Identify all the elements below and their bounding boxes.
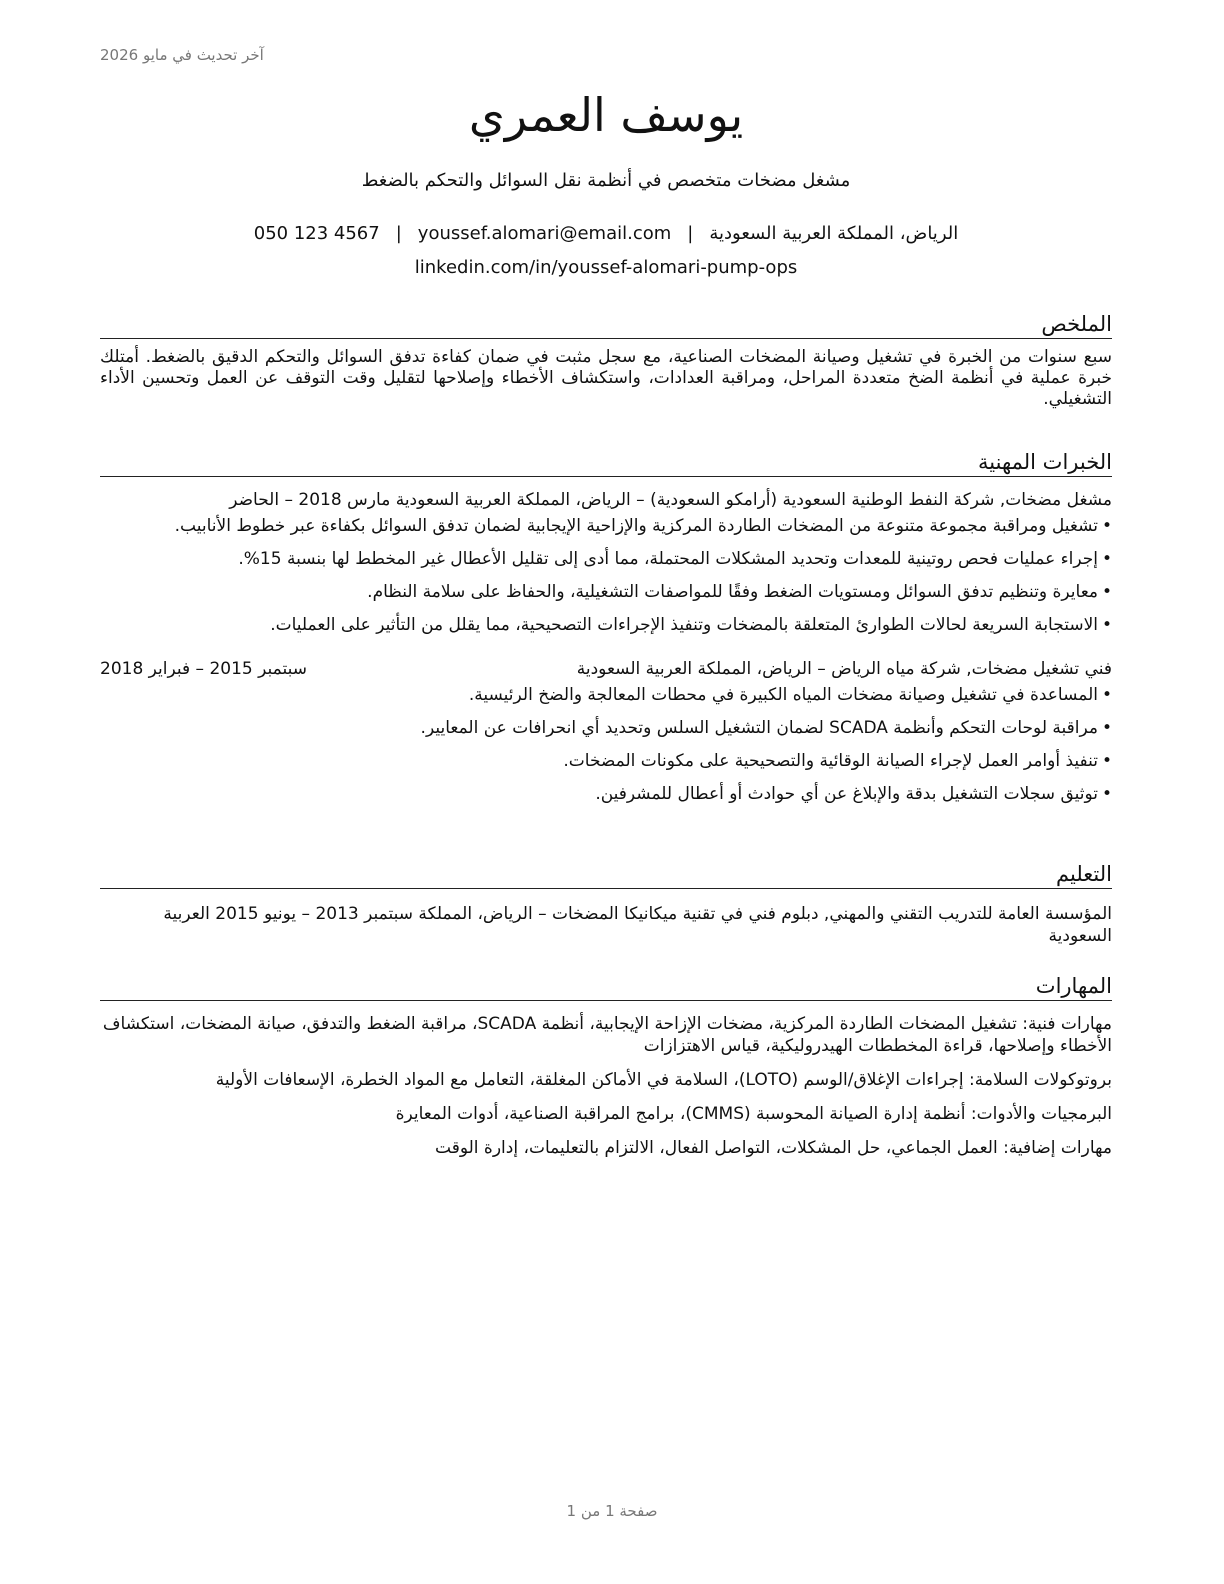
contact-separator: | [687, 223, 694, 244]
skills-safety: بروتوكولات السلامة: إجراءات الإغلاق/الوسم (LOTO)، السلامة في الأماكن المغلقة، التعامل مع المواد الخطرة، الإسعافات الأولية [215, 1070, 1112, 1090]
summary-heading: الملخص [100, 312, 1112, 339]
contact-line [100, 223, 1112, 244]
list-item: •مراقبة لوحات التحكم وأنظمة SCADA لضمان التشغيل السلس وتحديد أي انحرافات عن المعايير. [420, 718, 1112, 738]
experience-section [100, 450, 1112, 816]
skills-heading: المهارات [100, 974, 1112, 1001]
education-entry: المؤسسة العامة للتدريب التقني والمهني, دبلوم فني في تقنية ميكانيكا المضخات – الرياض، المملكة سبتمبر 2013 – يونيو 2015 العربية السعودية [163, 904, 1112, 946]
list-item: •تنفيذ أوامر العمل لإجراء الصيانة الوقائية والتصحيحية على مكونات المضخات. [563, 751, 1112, 771]
skills-section [100, 974, 1112, 1159]
list-item: •توثيق سجلات التشغيل بدقة والإبلاغ عن أي حوادث أو أعطال للمشرفين. [595, 784, 1112, 804]
skills-software: البرمجيات والأدوات: أنظمة إدارة الصيانة المحوسبة (CMMS)، برامج المراقبة الصناعية، أدوات المعايرة [395, 1104, 1112, 1124]
summary-text: سبع سنوات من الخبرة في تشغيل وصيانة المضخات الصناعية، مع سجل مثبت في ضمان كفاءة تدفق السوائل والتحكم الدقيق بالضغط. أمتلك خبرة عملية في أنظمة الضخ متعددة المراحل، ومراقبة العدادات، واستكشاف الأخطاء وإصلاحها لتقليل وقت التوقف عن العمل وتحسين الأداء التشغيلي. [100, 347, 1112, 409]
resume-page [100, 0, 1112, 1584]
education-heading: التعليم [100, 862, 1112, 889]
phone: 050 123 4567 [253, 223, 380, 244]
list-item: •تشغيل ومراقبة مجموعة متنوعة من المضخات الطاردة المركزية والإزاحية الإيجابية لضمان تدفق السوائل بكفاءة عبر خطوط الأنابيب. [174, 516, 1112, 536]
skills-additional: مهارات إضافية: العمل الجماعي، حل المشكلات، التواصل الفعال، الالتزام بالتعليمات، إدارة الوقت [435, 1138, 1112, 1158]
page-number: صفحة 1 من 1 [566, 1502, 658, 1520]
contact-separator: | [395, 223, 402, 244]
candidate-name: يوسف العمري [468, 88, 744, 142]
candidate-title: مشغل مضخات متخصص في أنظمة نقل السوائل والتحكم بالضغط [361, 170, 851, 191]
skills-technical: مهارات فنية: تشغيل المضخات الطاردة المركزية، مضخات الإزاحة الإيجابية، أنظمة SCADA، مراقبة الضغط والتدفق، صيانة المضخات، استكشاف الأخطاء وإصلاحها، قراءة المخططات الهيدروليكية، قياس الاهتزازات [102, 1014, 1112, 1056]
education-section [100, 862, 1112, 947]
job-header-text: مشغل مضخات, شركة النفط الوطنية السعودية (أرامكو السعودية) – الرياض، المملكة العربية السعودية مارس 2018 – الحاضر [229, 490, 1112, 510]
last-updated: آخر تحديث في مايو 2026 [100, 46, 264, 64]
list-item: •إجراء عمليات فحص روتينية للمعدات وتحديد المشكلات المحتملة، مما أدى إلى تقليل الأعطال غير المخطط لها بنسبة 15%. [238, 549, 1112, 569]
job-dates: سبتمبر 2015 – فبراير 2018 [100, 659, 307, 679]
job-header [100, 489, 1112, 511]
list-item: •معايرة وتنظيم تدفق السوائل ومستويات الضغط وفقًا للمواصفات التشغيلية، والحفاظ على سلامة النظام. [367, 582, 1112, 602]
job-bullets [100, 515, 1112, 636]
experience-heading: الخبرات المهنية [100, 450, 1112, 477]
job-header [100, 658, 1112, 680]
linkedin-link[interactable]: linkedin.com/in/youssef-alomari-pump-ops [414, 257, 798, 278]
list-item: •المساعدة في تشغيل وصيانة مضخات المياه الكبيرة في محطات المعالجة والضخ الرئيسية. [468, 685, 1112, 705]
summary-section [100, 312, 1112, 410]
job-title: فني تشغيل مضخات, شركة مياه الرياض – الرياض، المملكة العربية السعودية [576, 659, 1112, 679]
job-bullets [100, 684, 1112, 805]
location: الرياض، المملكة العربية السعودية [709, 223, 959, 244]
email: youssef.alomari@email.com [417, 223, 672, 244]
list-item: •الاستجابة السريعة لحالات الطوارئ المتعلقة بالمضخات وتنفيذ الإجراءات التصحيحية، مما يقلل من التأثير على العمليات. [270, 615, 1112, 635]
